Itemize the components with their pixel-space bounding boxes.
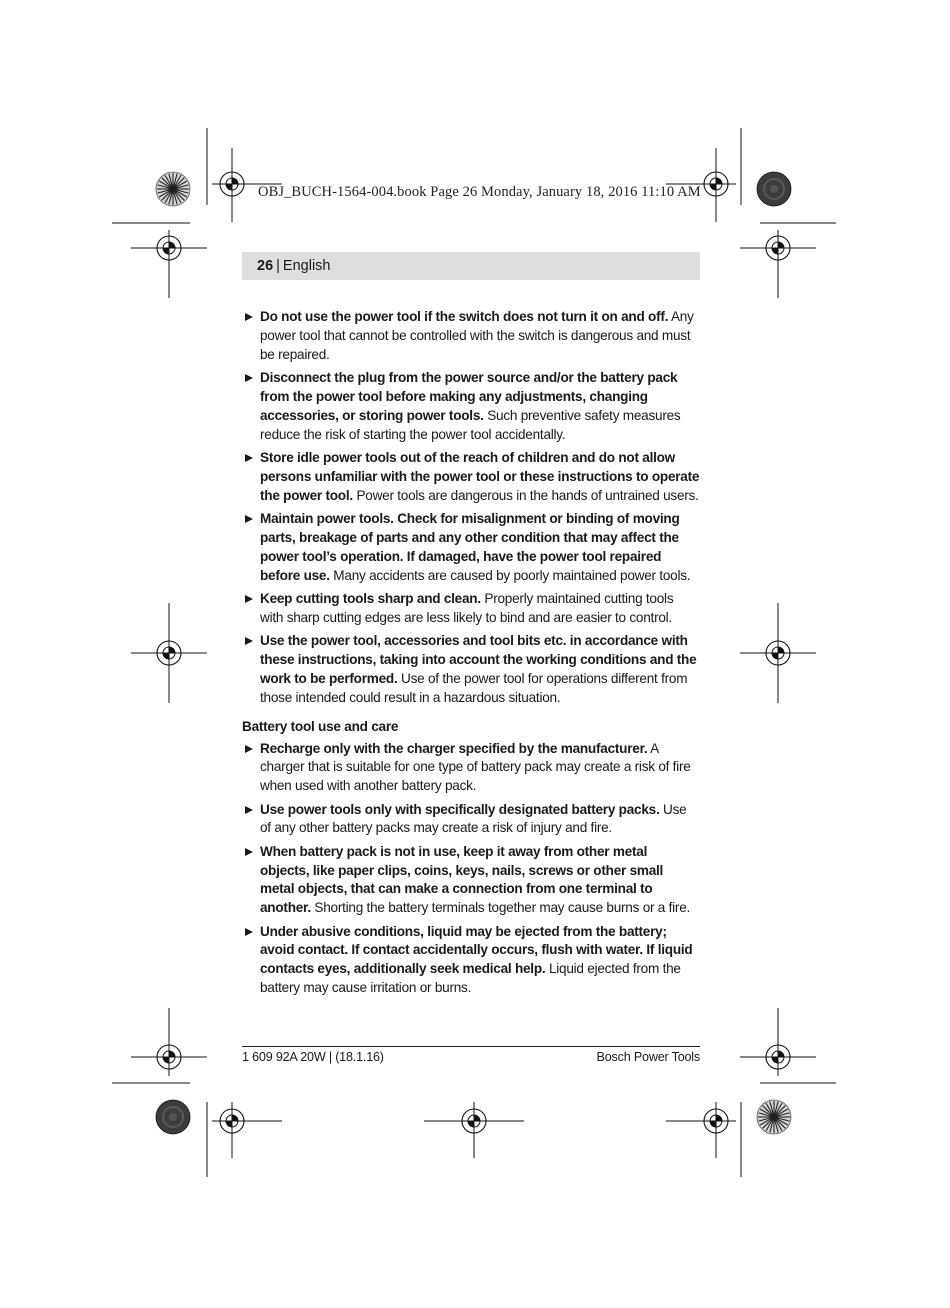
section-heading: Battery tool use and care — [242, 718, 399, 734]
list-item — [242, 923, 700, 999]
item-emphasis: When battery pack is not in use, keep it away from other metal objects, like paper clips, coins, keys, nails, screws or other small metal objects, that can make a connection from one terminal to another. — [260, 843, 664, 916]
list-item — [242, 632, 700, 708]
triangle-bullet-icon — [245, 374, 253, 382]
page-header — [242, 252, 700, 280]
item-emphasis: Store idle power tools out of the reach of children and do not allow persons unfamiliar with the power tool or these instructions to operate the power tool. — [260, 449, 700, 503]
item-text: Properly maintained cutting tools with sharp cutting edges are less likely to bind and are easier to control. — [260, 590, 674, 625]
item-text: A charger that is suitable for one type of battery pack may create a risk of fire when used with another battery pack. — [260, 740, 691, 794]
list-item — [242, 308, 700, 365]
item-emphasis: Maintain power tools. Check for misalignment or binding of moving parts, breakage of parts and any other condition that may affect the power tool’s operation. If damaged, have the power tool repaired before use. — [260, 510, 680, 583]
triangle-bullet-icon — [245, 848, 253, 856]
triangle-bullet-icon — [245, 745, 253, 753]
list-item — [242, 740, 700, 797]
page-footer — [242, 1046, 700, 1064]
item-emphasis: Do not use the power tool if the switch does not turn it on and off. — [260, 309, 669, 324]
file-slug-line: OBJ_BUCH-1564-004.book Page 26 Monday, January 18, 2016 11:10 AM — [258, 184, 701, 200]
page-body — [242, 308, 700, 1002]
list-item — [242, 801, 700, 839]
item-emphasis: Disconnect the plug from the power source and/or the battery pack from the power tool before making any adjustments, changing accessories, or storing power tools. — [260, 370, 678, 423]
item-emphasis: Recharge only with the charger specified by the manufacturer. — [260, 740, 648, 756]
safety-list-battery — [242, 740, 700, 999]
item-emphasis: Use the power tool, accessories and tool bits etc. in accordance with these instructions, taking into account the working conditions and the work to be performed. — [260, 632, 697, 686]
list-item — [242, 369, 700, 445]
starburst-target-icon — [757, 1100, 791, 1134]
grey-density-target-icon — [757, 172, 791, 206]
page-number: 26 — [257, 258, 274, 274]
item-text: Power tools are dangerous in the hands of untrained users. — [352, 487, 699, 503]
triangle-bullet-icon — [245, 454, 253, 462]
item-emphasis: Keep cutting tools sharp and clean. — [260, 590, 481, 606]
list-item — [242, 590, 700, 628]
triangle-bullet-icon — [245, 515, 253, 523]
safety-list-general — [242, 308, 700, 708]
triangle-bullet-icon — [245, 313, 253, 321]
item-text: Liquid ejected from the battery may cause irritation or burns. — [260, 961, 681, 996]
footer-brand: Bosch Power Tools — [596, 1050, 700, 1064]
header-separator: | — [276, 258, 280, 274]
item-text: Many accidents are caused by poorly maintained power tools. — [329, 567, 691, 583]
item-text: Any power tool that cannot be controlled with the switch is dangerous and must be repaired. — [260, 309, 694, 362]
grey-density-target-icon — [156, 1100, 190, 1134]
item-text: Such preventive safety measures reduce the risk of starting the power tool accidentally. — [260, 407, 681, 442]
triangle-bullet-icon — [245, 637, 253, 645]
list-item — [242, 843, 700, 919]
item-text: Use of any other battery packs may create a risk of injury and fire. — [260, 801, 687, 836]
triangle-bullet-icon — [245, 806, 253, 814]
header-language: English — [282, 258, 331, 274]
list-item — [242, 449, 700, 506]
item-text: Shorting the battery terminals together may cause burns or a fire. — [310, 900, 691, 916]
triangle-bullet-icon — [245, 595, 253, 603]
triangle-bullet-icon — [245, 928, 253, 936]
list-item — [242, 510, 700, 586]
item-emphasis: Under abusive conditions, liquid may be ejected from the battery; avoid contact. If contact accidentally occurs, flush with water. If liquid contacts eyes, additionally seek medical help. — [260, 923, 693, 977]
item-text: Use of the power tool for operations different from those intended could result in a hazardous situation. — [260, 670, 688, 705]
starburst-target-icon — [156, 172, 190, 206]
footer-document-id: 1 609 92A 20W | (18.1.16) — [242, 1050, 384, 1064]
item-emphasis: Use power tools only with specifically designated battery packs. — [260, 801, 660, 817]
